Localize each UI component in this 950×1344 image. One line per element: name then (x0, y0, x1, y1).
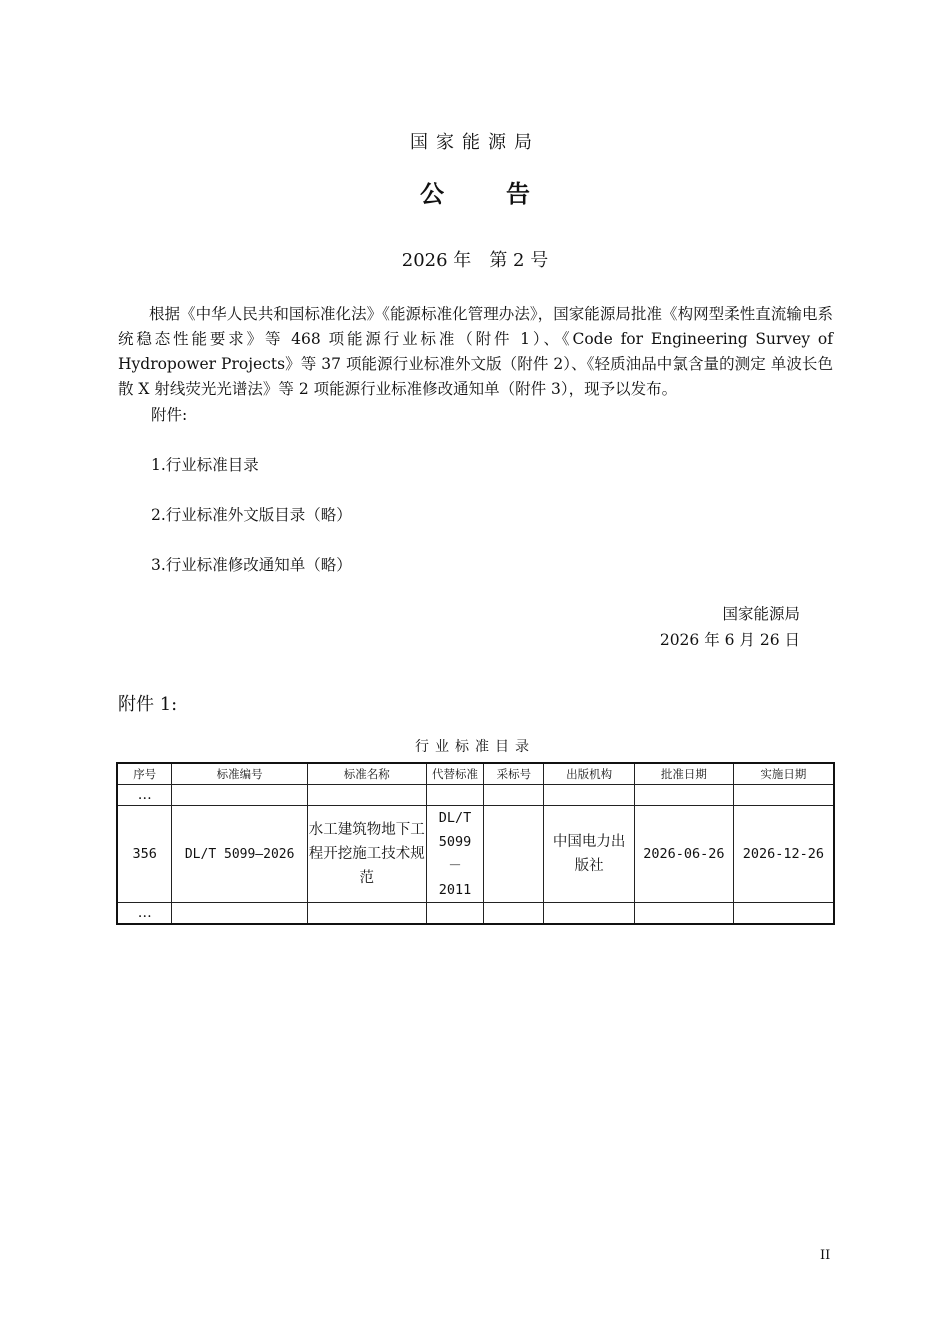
cell-effective-date: 2026-12-26 (733, 806, 834, 903)
table-header-row (117, 763, 834, 785)
announcement-title-part1: 公 (420, 180, 444, 208)
cell-adopted (484, 806, 544, 903)
table-row (117, 806, 834, 903)
cell-name: 水工建筑物地下工程开挖施工技术规范 (307, 806, 426, 903)
signature-date: 2026 年 6 月 26 日 (659, 631, 800, 649)
attachment-item-2: 2.行业标准外文版目录（略） (151, 506, 352, 524)
cell-publisher: 中国电力出版社 (544, 806, 635, 903)
cell-replaces: DL/T 5099－2011 (426, 806, 484, 903)
col-header-name: 标准名称 (307, 763, 426, 785)
table-row-ellipsis-top (117, 785, 834, 806)
issuing-organization: 国家能源局 (410, 132, 540, 153)
signature-issuer: 国家能源局 (722, 605, 800, 623)
table-title: 行业标准目录 (415, 739, 535, 755)
col-header-adopted: 采标号 (484, 763, 544, 785)
cell-seq: 356 (117, 806, 172, 903)
attachment1-label: 附件 1: (118, 694, 178, 715)
col-header-seq: 序号 (117, 763, 172, 785)
standards-table (116, 762, 835, 925)
attachments-label: 附件: (151, 406, 188, 424)
attachment-item-1: 1.行业标准目录 (151, 456, 259, 474)
announcement-no: 第 2 号 (489, 250, 549, 271)
col-header-replaces: 代替标准 (426, 763, 484, 785)
col-header-approval-date: 批准日期 (634, 763, 733, 785)
announcement-title-part2: 告 (506, 180, 530, 208)
attachment-item-3: 3.行业标准修改通知单（略） (151, 556, 352, 574)
announcement-title (0, 174, 950, 209)
col-header-effective-date: 实施日期 (733, 763, 834, 785)
ellipsis-cell: … (117, 785, 172, 806)
body-paragraph: 根据《中华人民共和国标准化法》《能源标准化管理办法》，国家能源局批准《构网型柔性直流输电系统稳态性能要求》等 468 项能源行业标准（附件 1）、《Code for Engineering Survey of Hydropower Projects》等 37 项能源行业标准外文版（附件 2）、《轻质油品中氯含量的测定 单波长色散 X 射线荧光光谱法》等 2 项能源行业标准修改通知单（附件 3），现予以发布。 (118, 305, 833, 398)
page-number: II (820, 1248, 831, 1263)
col-header-code: 标准编号 (172, 763, 308, 785)
cell-approval-date: 2026-06-26 (634, 806, 733, 903)
announcement-number (0, 246, 950, 272)
col-header-publisher: 出版机构 (544, 763, 635, 785)
table-row-ellipsis-bottom (117, 903, 834, 925)
cell-code: DL/T 5099—2026 (172, 806, 308, 903)
ellipsis-cell: … (117, 903, 172, 925)
announcement-year: 2026 年 (401, 250, 472, 271)
